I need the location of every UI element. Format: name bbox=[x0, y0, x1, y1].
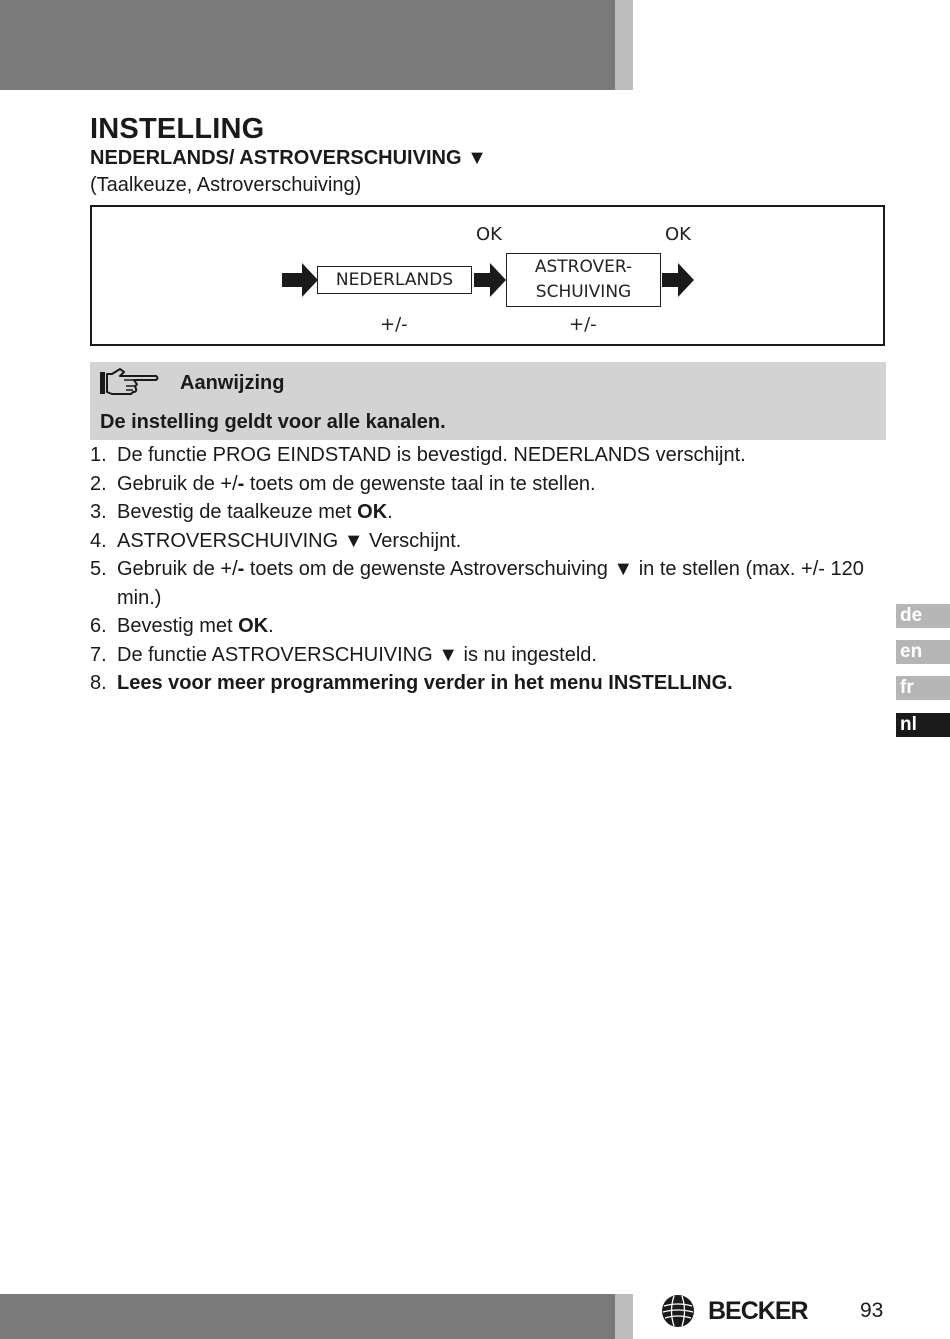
arrow-right-icon bbox=[282, 263, 318, 297]
page-subtitle: NEDERLANDS/ ASTROVERSCHUIVING ▼ bbox=[90, 147, 487, 169]
list-item-number: 3. bbox=[90, 501, 107, 523]
language-tab-nl[interactable]: nl bbox=[896, 713, 950, 737]
header-bar bbox=[0, 0, 615, 90]
list-item-text: Gebruik de +/ bbox=[117, 558, 238, 580]
list-item-text: De functie ASTROVERSCHUIVING ▼ is nu ingesteld. bbox=[117, 643, 597, 666]
list-item-number: 2. bbox=[90, 472, 107, 495]
becker-globe-logo-icon bbox=[660, 1293, 696, 1329]
list-item-text: toets om de gewenste Astroverschuiving ▼ in te stellen (max. +/- 120 min.) bbox=[117, 558, 864, 609]
ok-label: OK bbox=[665, 224, 691, 245]
list-item-text: - bbox=[237, 558, 245, 580]
list-item-text: De functie PROG EINDSTAND is bevestigd. NEDERLANDS verschijnt. bbox=[117, 444, 746, 466]
list-item bbox=[90, 641, 890, 670]
list-item-text: . bbox=[387, 501, 393, 523]
language-tab-en[interactable]: en bbox=[896, 640, 950, 664]
list-item bbox=[90, 555, 890, 612]
astroverschuiving-box-line2: SCHUIVING bbox=[535, 282, 632, 302]
header-bar-accent bbox=[615, 0, 633, 90]
language-tab-fr[interactable]: fr bbox=[896, 676, 950, 700]
note-box bbox=[90, 362, 886, 440]
list-item-text: Bevestig de taalkeuze met bbox=[117, 501, 358, 523]
list-item-text: Gebruik de +/ bbox=[117, 472, 238, 495]
list-item-number: 7. bbox=[90, 643, 107, 666]
arrow-right-icon bbox=[662, 263, 694, 297]
plusminus-label: +/- bbox=[380, 314, 408, 335]
list-item bbox=[90, 441, 890, 470]
plusminus-label: +/- bbox=[569, 314, 597, 335]
instruction-list bbox=[90, 441, 890, 698]
page-number: 93 bbox=[860, 1299, 884, 1322]
footer-bar bbox=[0, 1294, 615, 1339]
list-item-text: Bevestig met bbox=[117, 615, 239, 637]
list-item bbox=[90, 612, 890, 641]
page-subtitle-description: (Taalkeuze, Astroverschuiving) bbox=[90, 174, 362, 196]
list-item-number: 4. bbox=[90, 529, 107, 552]
list-item-text: Lees voor meer programmering verder in het menu INSTELLING. bbox=[117, 672, 733, 694]
list-item-number: 1. bbox=[90, 444, 107, 466]
brand-name: BECKER bbox=[708, 1297, 808, 1325]
arrow-right-icon bbox=[474, 263, 506, 297]
list-item-text: - bbox=[237, 472, 245, 495]
list-item-number: 6. bbox=[90, 615, 107, 637]
pointing-hand-icon bbox=[98, 366, 160, 398]
list-item-number: 8. bbox=[90, 672, 107, 694]
nederlands-box bbox=[317, 266, 472, 294]
footer-bar-accent bbox=[615, 1294, 633, 1339]
list-item bbox=[90, 470, 890, 499]
astroverschuiving-box-line1: ASTROVER- bbox=[534, 257, 633, 277]
note-title: Aanwijzing bbox=[180, 372, 285, 394]
nederlands-box-label: NEDERLANDS bbox=[335, 269, 454, 290]
list-item-text: OK bbox=[357, 501, 388, 523]
list-item bbox=[90, 669, 890, 698]
list-item-text: . bbox=[268, 615, 274, 637]
language-tab-de[interactable]: de bbox=[896, 604, 950, 628]
list-item bbox=[90, 527, 890, 556]
flow-diagram bbox=[90, 205, 885, 346]
list-item bbox=[90, 498, 890, 527]
ok-label: OK bbox=[476, 224, 502, 245]
list-item-text: OK bbox=[238, 615, 269, 637]
note-text: De instelling geldt voor alle kanalen. bbox=[100, 411, 446, 433]
astroverschuiving-box bbox=[506, 253, 661, 307]
list-item-number: 5. bbox=[90, 558, 107, 580]
list-item-text: ASTROVERSCHUIVING ▼ Verschijnt. bbox=[117, 529, 462, 552]
page-title: INSTELLING bbox=[90, 113, 265, 145]
list-item-text: toets om de gewenste taal in te stellen. bbox=[244, 472, 596, 495]
